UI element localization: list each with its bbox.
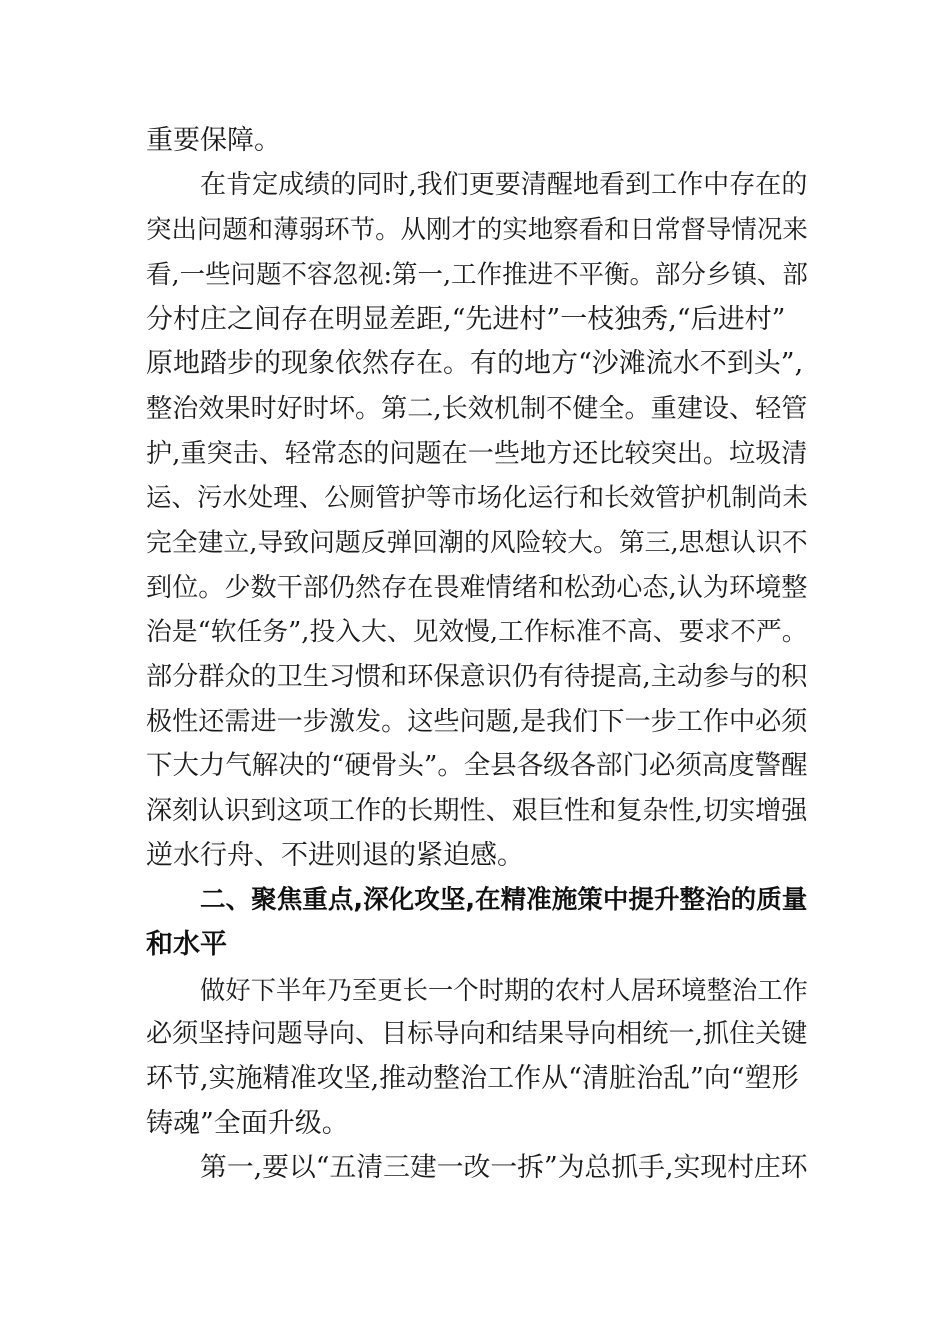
text-line: 完全建立,导致问题反弹回潮的风险较大。第三,思想认识不	[146, 528, 808, 558]
text-line: 分村庄之间存在明显差距,“先进村”一枝独秀,“后进村”	[146, 304, 786, 335]
paragraph-first-line: 做好下半年乃至更长一个时期的农村人居环境整治工作	[200, 975, 808, 1005]
text-line: 部分群众的卫生习惯和环保意识仍有待提高,主动参与的积	[146, 662, 808, 692]
section-heading-continued: 和水平	[146, 929, 227, 960]
text-line: 整治效果时好时坏。第二,长效机制不健全。重建设、轻管	[146, 394, 808, 424]
text-line: 运、污水处理、公厕管护等市场化运行和长效管护机制尚未	[146, 483, 808, 513]
text-line: 突出问题和薄弱环节。从刚才的实地察看和日常督导情况来	[146, 215, 808, 245]
text-line: 下大力气解决的“硬骨头”。全县各级各部门必须高度警醒	[146, 750, 808, 781]
paragraph-first-line: 第一,要以“五清三建一改一拆”为总抓手,实现村庄环	[200, 1152, 808, 1183]
text-line: 必须坚持问题导向、目标导向和结果导向相统一,抓住关键	[146, 1019, 808, 1049]
text-line: 到位。少数干部仍然存在畏难情绪和松劲心态,认为环境整	[146, 573, 808, 603]
text-line: 护,重突击、轻常态的问题在一些地方还比较突出。垃圾清	[146, 439, 808, 469]
text-line: 原地踏步的现象依然存在。有的地方“沙滩流水不到头”,	[146, 348, 804, 379]
text-line: 逆水行舟、不进则退的紧迫感。	[146, 840, 524, 871]
text-line: 极性还需进一步激发。这些问题,是我们下一步工作中必须	[146, 707, 808, 737]
text-line: 深刻认识到这项工作的长期性、艰巨性和复杂性,切实增强	[146, 796, 808, 826]
text-line: 环节,实施精准攻坚,推动整治工作从“清脏治乱”向“塑形	[146, 1063, 799, 1094]
text-line: 治是“软任务”,投入大、见效慢,工作标准不高、要求不严。	[146, 617, 808, 647]
section-heading: 二、聚焦重点,深化攻坚,在精准施策中提升整治的质量	[200, 885, 808, 915]
text-line: 重要保障。	[146, 125, 281, 156]
text-line: 看,一些问题不容忽视:第一,工作推进不平衡。部分乡镇、部	[146, 260, 808, 290]
text-line: 铸魂”全面升级。	[146, 1108, 349, 1139]
paragraph-first-line: 在肯定成绩的同时,我们更要清醒地看到工作中存在的	[200, 170, 808, 200]
